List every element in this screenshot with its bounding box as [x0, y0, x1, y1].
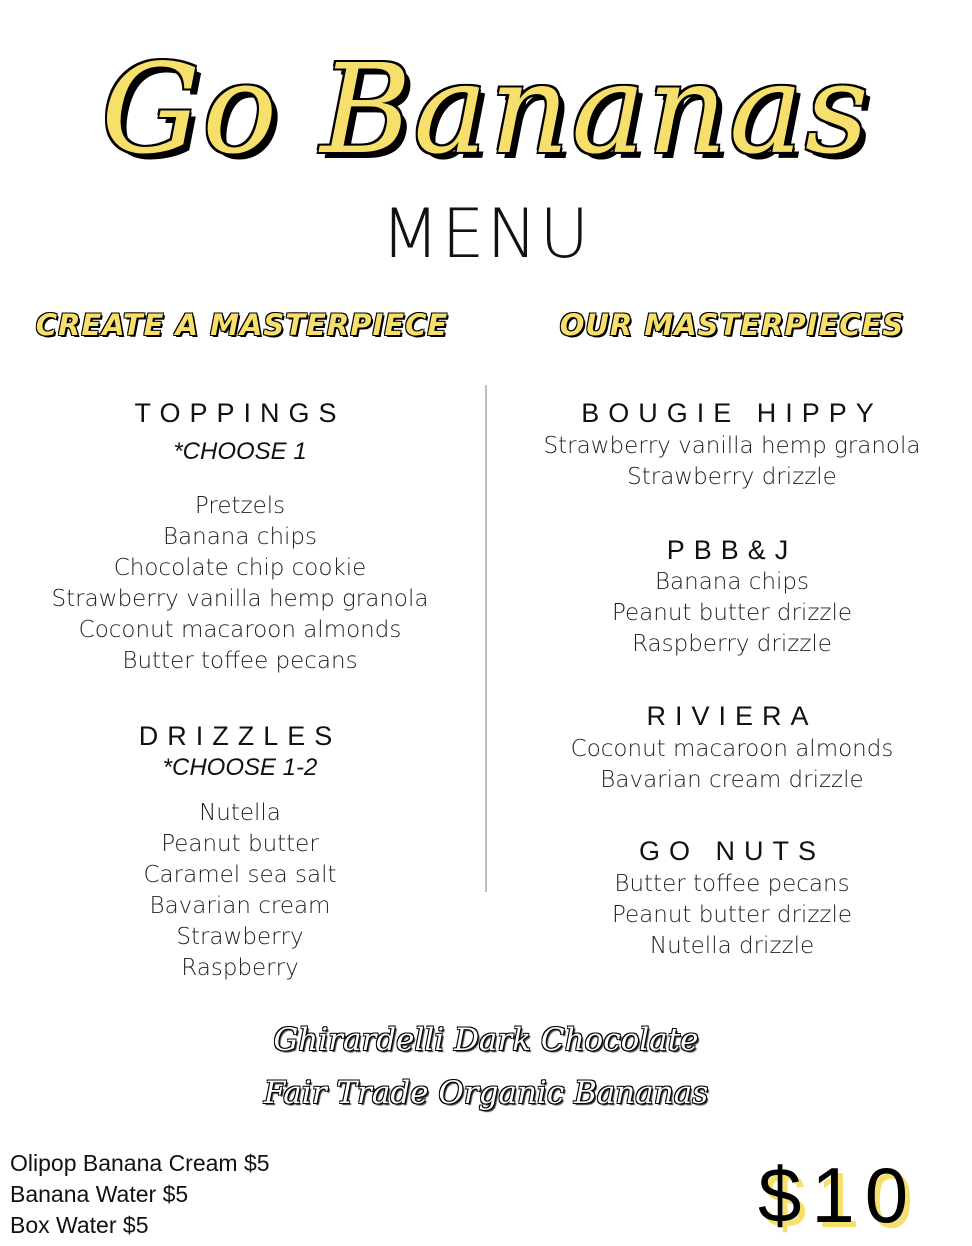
list-item: Peanut butter [161, 831, 319, 857]
pbbj-title: PBB&J [666, 535, 798, 565]
menu-title: MENU [380, 195, 592, 274]
drizzles-note: *CHOOSE 1-2 [162, 754, 318, 781]
our-masterpieces-heading: OUR MASTERPIECES [559, 308, 905, 342]
list-item: Coconut macaroon almonds [570, 736, 894, 762]
chocolate-tagline: Ghirardelli Dark Chocolate [273, 1022, 699, 1058]
list-item: Raspberry [181, 955, 299, 981]
list-item: Coconut macaroon almonds [78, 617, 402, 643]
list-item: Raspberry drizzle [632, 631, 832, 657]
list-item: Olipop Banana Cream $5 [10, 1150, 270, 1176]
bougie-hippy-ingredients [492, 431, 972, 493]
drizzles-list [0, 798, 480, 984]
list-item: Strawberry drizzle [627, 464, 837, 490]
list-item: Strawberry [176, 924, 304, 950]
list-item: Banana Water $5 [10, 1181, 189, 1207]
bananas-tagline: Fair Trade Organic Bananas [263, 1075, 709, 1111]
list-item: Strawberry vanilla hemp granola [543, 433, 921, 459]
list-item: Nutella drizzle [649, 933, 815, 959]
list-item: Strawberry vanilla hemp granola [51, 586, 429, 612]
drizzles-title: DRIZZLES [138, 721, 342, 751]
toppings-title: TOPPINGS [134, 398, 346, 428]
list-item: Bavarian cream [149, 893, 331, 919]
go-nuts-title: GO NUTS [638, 836, 825, 866]
list-item: Peanut butter drizzle [611, 600, 853, 626]
list-item: Butter toffee pecans [122, 648, 358, 674]
list-item: Peanut butter drizzle [611, 902, 853, 928]
list-item: Banana chips [654, 569, 809, 595]
riviera-ingredients [492, 734, 972, 796]
toppings-note: *CHOOSE 1 [173, 438, 307, 465]
create-masterpiece-heading: CREATE A MASTERPIECE [35, 308, 449, 342]
list-item: Chocolate chip cookie [113, 555, 367, 581]
column-divider [485, 385, 487, 892]
list-item: Banana chips [162, 524, 317, 550]
drinks-list [10, 1148, 270, 1241]
bougie-hippy-title: BOUGIE HIPPY [581, 398, 883, 428]
list-item: Pretzels [194, 493, 286, 519]
list-item: Butter toffee pecans [614, 871, 850, 897]
go-nuts-ingredients [492, 869, 972, 962]
toppings-list [0, 491, 480, 677]
logo-title: Go Bananas [101, 38, 871, 182]
price-tag: $10 [758, 1151, 919, 1239]
list-item: Bavarian cream drizzle [600, 767, 864, 793]
list-item: Caramel sea salt [143, 862, 337, 888]
riviera-title: RIVIERA [646, 701, 818, 731]
pbbj-ingredients [492, 567, 972, 660]
list-item: Nutella [199, 800, 281, 826]
list-item: Box Water $5 [10, 1212, 149, 1238]
